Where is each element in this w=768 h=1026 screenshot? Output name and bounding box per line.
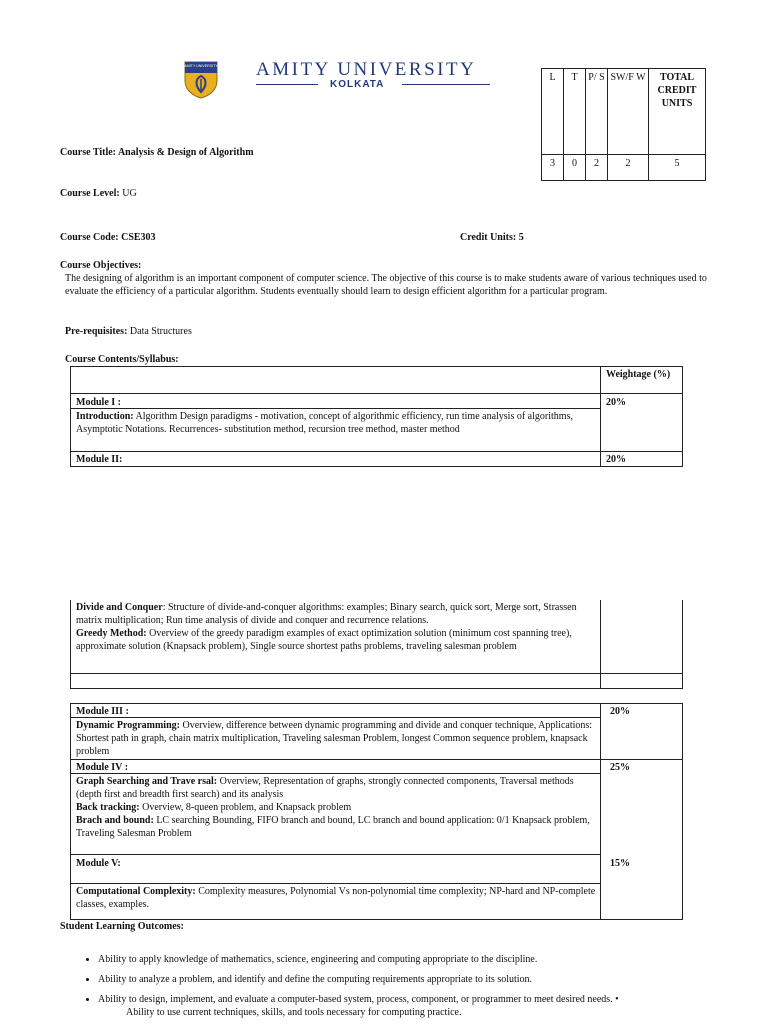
divider [70,688,683,689]
module-5-weight: 15% [610,858,630,869]
divider [402,84,490,85]
module-5-text: Complexity measures, Polynomial Vs non-polynomial time complexity; NP-hard and NP-complete classes, examples. [76,886,596,910]
module-2-topic-2: Greedy Method: [76,628,147,639]
module-5-topic: Computational Complexity: [76,886,196,897]
divider [70,717,600,718]
divider [70,600,71,689]
module-4-title: Module IV : [76,762,129,773]
module-5-content [76,885,596,911]
university-name: AMITY UNIVERSITY [256,59,477,80]
credit-header-l: L [542,69,564,155]
course-title: Course Title: Analysis & Design of Algorithm [60,147,254,158]
module-4-topic-2: Back tracking: [76,802,140,813]
prerequisites [65,325,192,338]
module-2-content [76,601,596,653]
module-4-text-1: Overview, Representation of graphs, strongly connected components, Traversal methods (depth first and breadth first search) and its analysis [76,776,574,800]
divider [682,600,683,689]
module-1-topic: Introduction: [76,411,134,422]
credit-value-l: 3 [542,155,564,181]
module-3-weight: 20% [610,706,630,717]
credit-value-total: 5 [649,155,706,181]
module-2-text-2: Overview of the greedy paradigm examples of exact optimization solution (minimum cost spanning tree), approximate solution (Knapsack problem), Single source shortest paths problems, traveling salesman problem [76,628,572,652]
module-2-topic-1: Divide and Conquer [76,602,163,613]
module-3-content [76,719,596,758]
divider [600,600,601,689]
credit-header-total: TOTAL CREDIT UNITS [649,69,706,155]
list-item [98,993,738,1019]
module-3-title: Module III : [76,706,129,717]
module-4-topic-1: Graph Searching and Trave rsal: [76,776,218,787]
credit-table [541,68,706,181]
module-2-weight: 20% [606,454,626,465]
module-2-title: Module II: [76,454,123,465]
divider [70,854,600,855]
credit-value-swfw: 2 [608,155,649,181]
course-code: Course Code: CSE303 [60,232,156,243]
syllabus-heading: Course Contents/Syllabus: [65,354,179,365]
module-1-title: Module I : [76,397,121,408]
module-4-content [76,775,596,840]
logo-text: AMITY UNIVERSITY [184,64,218,68]
module-1-weight: 20% [606,397,626,408]
credit-units: Credit Units: 5 [460,232,524,243]
weightage-header: Weightage (%) [606,369,671,380]
course-level-value: UG [119,188,137,199]
module-5-title: Module V: [76,858,121,869]
divider [600,703,601,920]
outcomes-list [80,953,738,1026]
inline-bullet: • [615,994,619,1005]
amity-logo-icon [181,59,221,99]
divider [70,759,683,760]
outcome-text: Ability to apply knowledge of mathematics, science, engineering and computing appropriate to the discipline. [98,954,538,965]
module-4-topic-3: Brach and bound: [76,815,154,826]
outcomes-heading: Student Learning Outcomes: [60,921,184,932]
module-1-text: Algorithm Design paradigms - motivation, concept of algorithmic efficiency, run time analysis of algorithms, Asymptotic Notations. Recurrences- substitution method, recursion tree method, master method [76,411,573,435]
list-item [98,973,738,986]
credit-value-t: 0 [564,155,586,181]
course-level [60,187,137,200]
outcome-text: Ability to design, implement, and evaluate a computer-based system, process, component, or programmer to meet desired needs. [98,994,613,1005]
credit-header-ps: P/ S [586,69,608,155]
credit-header-swfw: SW/F W [608,69,649,155]
divider [70,451,683,452]
divider [70,883,600,884]
divider [256,84,318,85]
module-4-text-2: Overview, 8-queen problem, and Knapsack problem [139,802,352,813]
outcome-text: Ability to use current techniques, skills, and tools necessary for computing practice. [126,1007,462,1018]
module-3-text: Overview, difference between dynamic programming and divide and conquer technique, Applications: Shortest path in graph, chain matrix multiplication, Traveling salesman Problem, longest Common sequence problem, knapsack problem [76,720,593,757]
divider [70,773,600,774]
divider [70,408,600,409]
course-level-label: Course Level: [60,188,120,199]
objectives-heading: Course Objectives: [60,260,142,271]
module-1-content [76,410,596,436]
credit-header-t: T [564,69,586,155]
module-4-text-3: LC searching Bounding, FIFO branch and bound, LC branch and bound application: 0/1 Knapsack problem, Traveling Salesman Problem [76,815,590,839]
objectives-text: The designing of algorithm is an important component of computer science. The objective of this course is to make students aware of various techniques used to evaluate the efficiency of a particular algorithm. Students eventually should learn to design efficient algorithm for a particular program. [65,273,707,297]
module-3-topic: Dynamic Programming: [76,720,180,731]
campus-name: KOLKATA [330,79,385,90]
divider [70,673,683,674]
outcome-text: Ability to analyze a problem, and identify and define the computing requirements appropriate to its solution. [98,974,533,985]
module-2-text-1: : Structure of divide-and-conquer algorithms: examples; Binary search, quick sort, Merge sort, Strassen matrix multiplication; Run time analysis of divide and conquer and recurrence relations. [76,602,577,626]
credit-value-ps: 2 [586,155,608,181]
divider [70,393,683,394]
list-item [98,953,738,966]
prereq-value: Data Structures [127,326,192,337]
prereq-label: Pre-requisites: [65,326,128,337]
module-4-weight: 25% [610,762,630,773]
